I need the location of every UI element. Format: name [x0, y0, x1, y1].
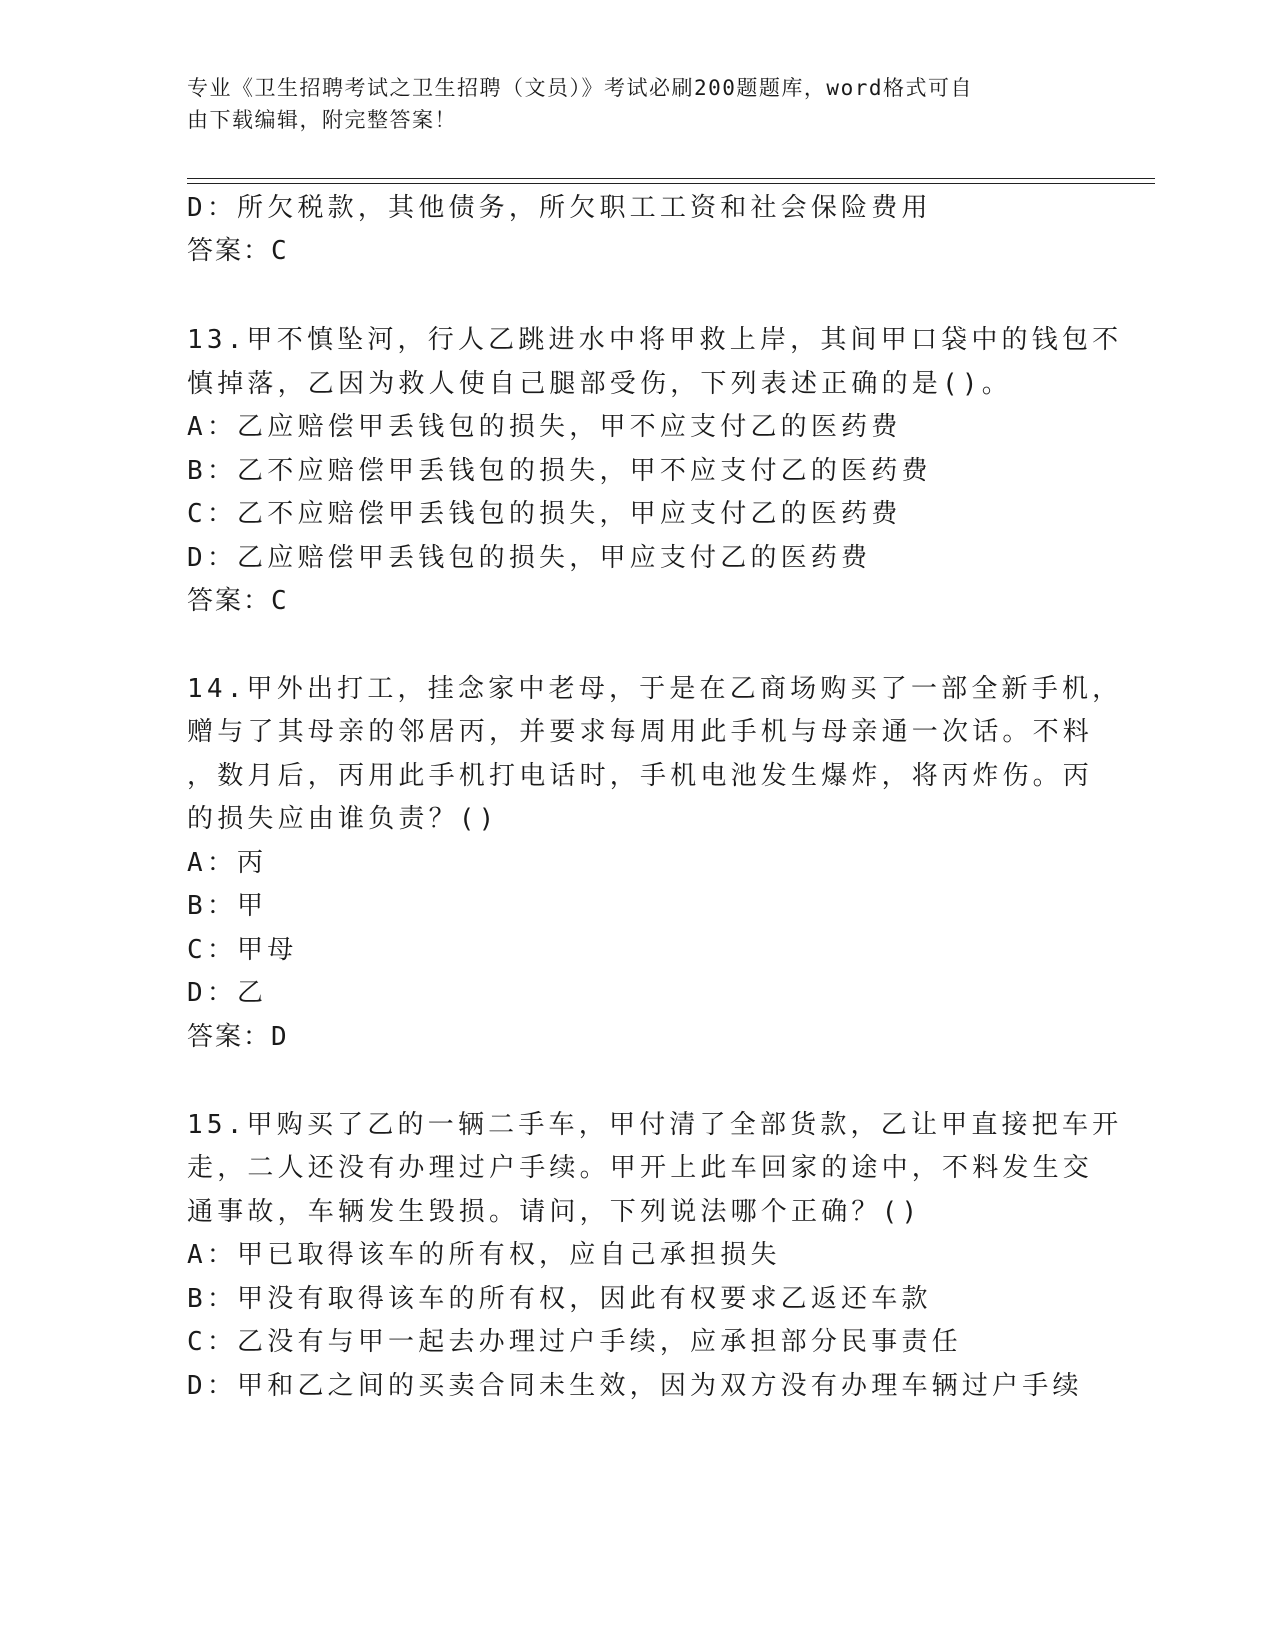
q15-stem-line-2: 走，二人还没有办理过户手续。甲开上此车回家的途中，不料发生交 — [187, 1153, 1094, 1183]
q14-stem-line-2: 赠与了其母亲的邻居丙，并要求每周用此手机与母亲通一次话。不料 — [187, 717, 1094, 747]
q12-option-d: D：所欠税款，其他债务，所欠职工工资和社会保险费用 — [187, 193, 932, 223]
q12-answer: 答案：C — [187, 236, 289, 266]
header-divider-top — [187, 178, 1155, 179]
q15-stem-line-1: 15.甲购买了乙的一辆二手车，甲付清了全部货款，乙让甲直接把车开 — [187, 1110, 1123, 1140]
q14-option-a: A：丙 — [187, 848, 268, 878]
q15-stem-line-3: 通事故，车辆发生毁损。请问，下列说法哪个正确？() — [187, 1197, 922, 1227]
q13-option-d: D：乙应赔偿甲丢钱包的损失，甲应支付乙的医药费 — [187, 543, 872, 573]
q14-answer: 答案：D — [187, 1022, 289, 1052]
header-title-line-2: 由下载编辑，附完整答案！ — [187, 108, 457, 132]
q15-option-b: B：甲没有取得该车的所有权，因此有权要求乙返还车款 — [187, 1284, 932, 1314]
q15-option-d: D：甲和乙之间的买卖合同未生效，因为双方没有办理车辆过户手续 — [187, 1371, 1083, 1401]
q14-option-d: D：乙 — [187, 978, 268, 1008]
q13-option-b: B：乙不应赔偿甲丢钱包的损失，甲不应支付乙的医药费 — [187, 456, 932, 486]
q15-option-a: A：甲已取得该车的所有权，应自己承担损失 — [187, 1240, 781, 1270]
q13-stem-line-2: 慎掉落，乙因为救人使自己腿部受伤，下列表述正确的是()。 — [187, 369, 1012, 399]
q13-answer: 答案：C — [187, 586, 289, 616]
q13-stem-line-1: 13.甲不慎坠河，行人乙跳进水中将甲救上岸，其间甲口袋中的钱包不 — [187, 325, 1123, 355]
q13-option-a: A：乙应赔偿甲丢钱包的损失，甲不应支付乙的医药费 — [187, 412, 902, 442]
header-title-line-1: 专业《卫生招聘考试之卫生招聘（文员）》考试必刷200题题库，word格式可自 — [187, 76, 973, 100]
q14-stem-line-1: 14.甲外出打工，挂念家中老母，于是在乙商场购买了一部全新手机， — [187, 674, 1123, 704]
q14-option-c: C：甲母 — [187, 935, 298, 965]
q13-option-c: C：乙不应赔偿甲丢钱包的损失，甲应支付乙的医药费 — [187, 499, 902, 529]
q14-stem-line-3: ，数月后，丙用此手机打电话时，手机电池发生爆炸，将丙炸伤。丙 — [187, 761, 1094, 791]
q14-stem-line-4: 的损失应由谁负责？() — [187, 804, 499, 834]
document-header — [187, 72, 1067, 136]
q14-option-b: B：甲 — [187, 891, 268, 921]
header-divider-bottom — [187, 183, 1155, 184]
q15-option-c: C：乙没有与甲一起去办理过户手续，应承担部分民事责任 — [187, 1327, 962, 1357]
